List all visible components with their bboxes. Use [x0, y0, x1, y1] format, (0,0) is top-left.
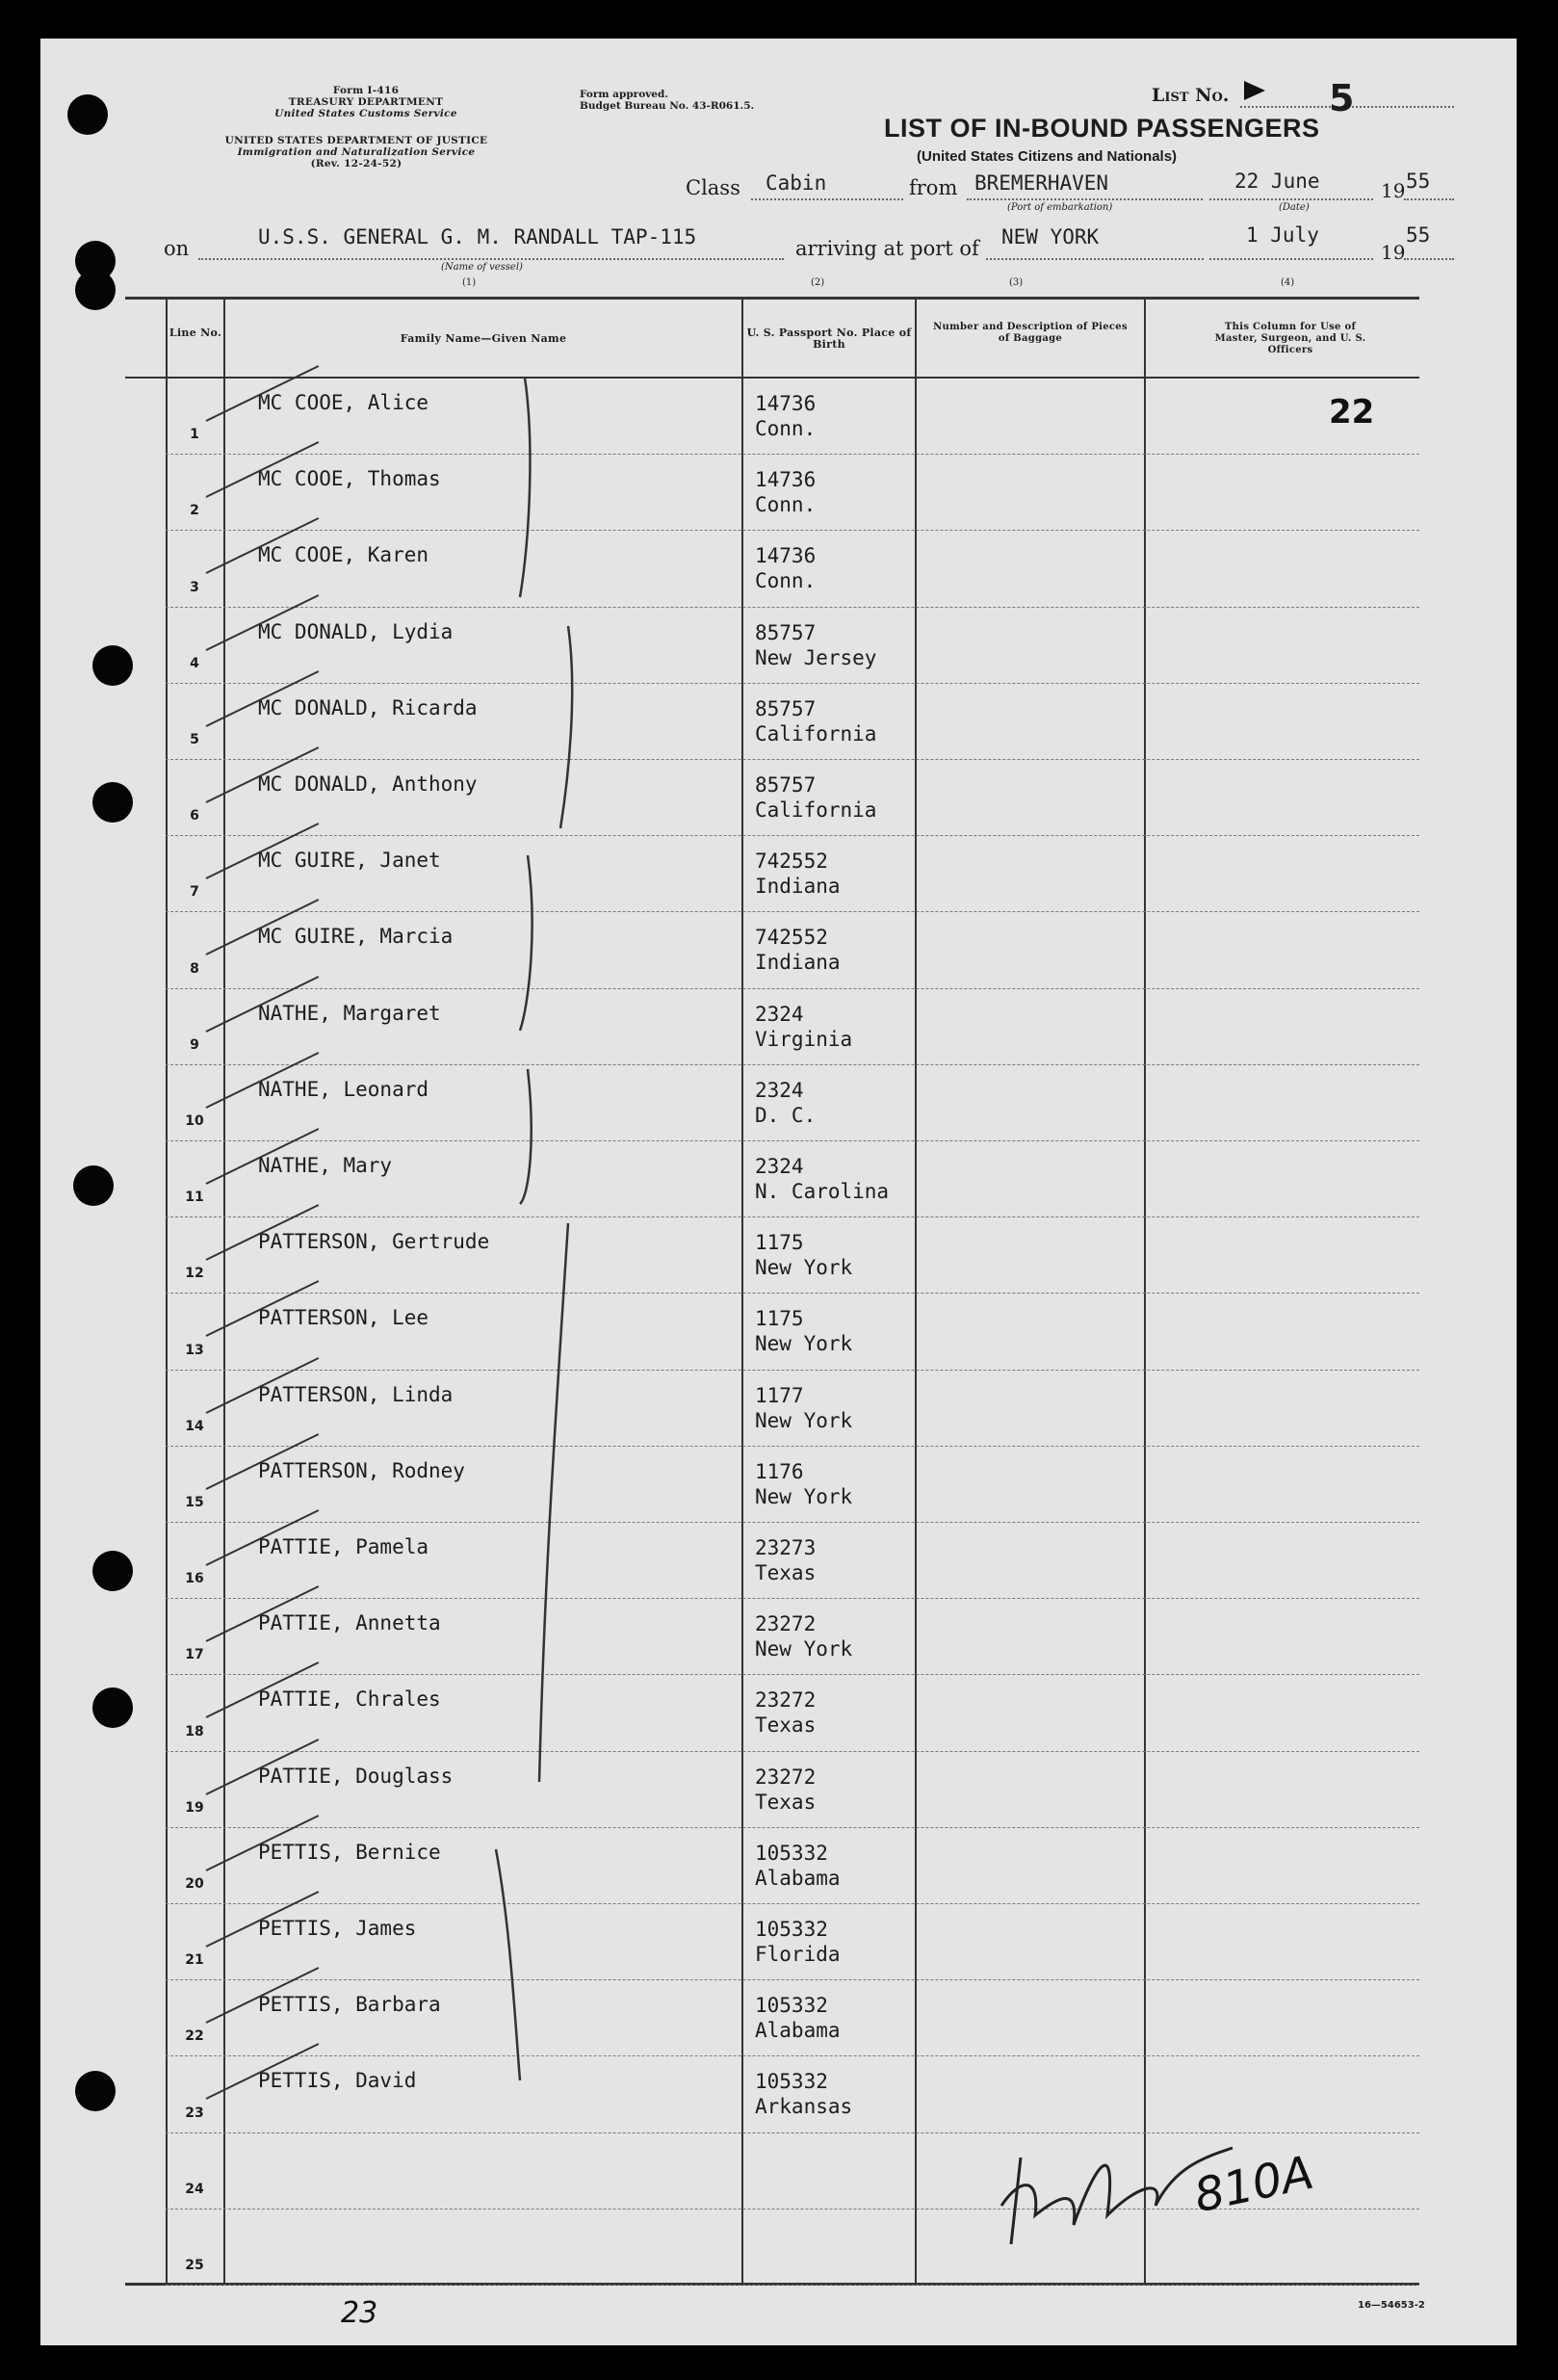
date-caption: (Date) — [1279, 202, 1310, 213]
passenger-name: PATTERSON, Linda — [258, 1383, 454, 1406]
line-number: 13 — [185, 1343, 204, 1358]
passenger-name: PATTERSON, Gertrude — [258, 1230, 490, 1253]
passport-number: 85757 — [755, 621, 817, 644]
passport-number: 105332 — [755, 1842, 828, 1865]
passport-number: 85757 — [755, 697, 817, 720]
line-number: 15 — [185, 1495, 204, 1510]
place-of-birth: Texas — [755, 1561, 817, 1584]
passport-number: 14736 — [755, 468, 817, 491]
line-number: 21 — [185, 1952, 204, 1968]
passenger-name: MC COOE, Thomas — [258, 467, 441, 490]
header-officers: This Column for Use of Master, Surgeon, and U. S. Officers — [1214, 322, 1366, 355]
line-number: 12 — [185, 1266, 204, 1281]
line-number: 14 — [185, 1419, 204, 1434]
header-line-no: Line No. — [169, 327, 222, 339]
budget-bureau: Budget Bureau No. 43-R061.5. — [580, 100, 755, 112]
passenger-name: MC COOE, Alice — [258, 391, 429, 414]
passport-number: 23273 — [755, 1536, 817, 1559]
line-number: 11 — [185, 1190, 204, 1205]
line-number: 7 — [190, 884, 199, 900]
port-of-embarkation: BREMERHAVEN — [974, 171, 1109, 195]
passport-number: 105332 — [755, 1994, 828, 2017]
col-num-2: (2) — [811, 277, 825, 288]
passport-number: 23272 — [755, 1765, 817, 1789]
passenger-name: PATTERSON, Lee — [258, 1306, 429, 1329]
passport-number: 105332 — [755, 2070, 828, 2093]
form-approved: Form approved. — [580, 89, 668, 100]
header-baggage: Number and Description of Pieces of Baggage — [933, 322, 1128, 344]
passenger-name: MC DONALD, Ricarda — [258, 696, 478, 719]
form-revision: (Rev. 12-24-52) — [310, 158, 402, 170]
col-num-1: (1) — [462, 277, 477, 288]
header-name: Family Name—Given Name — [400, 332, 567, 345]
place-of-birth: New York — [755, 1409, 853, 1432]
passport-number: 105332 — [755, 1918, 828, 1941]
line-number: 3 — [190, 580, 199, 595]
justice-department: UNITED STATES DEPARTMENT OF JUSTICE — [224, 135, 488, 146]
line-number: 10 — [185, 1113, 204, 1129]
list-no-label: List No. — [1152, 85, 1230, 106]
treasury-department: TREASURY DEPARTMENT — [288, 96, 444, 108]
place-of-birth: D. C. — [755, 1104, 817, 1127]
from-label: from — [909, 176, 958, 199]
passenger-name: PATTERSON, Rodney — [258, 1459, 465, 1482]
class-label: Class — [686, 176, 740, 199]
print-code: 16—54653-2 — [1358, 2300, 1425, 2311]
on-label: on — [164, 237, 190, 260]
form-title: LIST OF IN-BOUND PASSENGERS — [884, 114, 1320, 143]
passenger-name: MC DONALD, Anthony — [258, 772, 478, 796]
port-caption: (Port of embarkation) — [1007, 202, 1113, 213]
line-number: 25 — [185, 2258, 204, 2273]
passenger-name: PETTIS, James — [258, 1917, 417, 1940]
place-of-birth: Texas — [755, 1713, 817, 1737]
line-number: 24 — [185, 2182, 204, 2197]
place-of-birth: Arkansas — [755, 2095, 853, 2118]
passport-number: 742552 — [755, 926, 828, 949]
passenger-name: MC GUIRE, Marcia — [258, 925, 454, 948]
handwritten-total: 23 — [341, 2296, 378, 2330]
place-of-birth: New York — [755, 1332, 853, 1355]
vessel-caption: (Name of vessel) — [441, 262, 523, 273]
passport-number: 1175 — [755, 1307, 804, 1330]
place-of-birth: Conn. — [755, 417, 817, 440]
year1: 55 — [1406, 170, 1431, 193]
embarkation-date: 22 June — [1234, 170, 1320, 193]
arriving-label: arriving at port of — [795, 237, 979, 260]
arrival-port: NEW YORK — [1001, 225, 1100, 248]
line-number: 9 — [190, 1037, 199, 1053]
line-number: 17 — [185, 1647, 204, 1662]
place-of-birth: Conn. — [755, 493, 817, 516]
passport-number: 14736 — [755, 392, 817, 415]
line-number: 1 — [190, 427, 199, 442]
passport-number: 14736 — [755, 544, 817, 567]
passport-number: 1177 — [755, 1384, 804, 1407]
line-number: 2 — [190, 503, 199, 518]
line-number: 22 — [185, 2028, 204, 2044]
passport-number: 1176 — [755, 1460, 804, 1483]
place-of-birth: Texas — [755, 1791, 817, 1814]
form-number: Form I-416 — [332, 85, 400, 96]
place-of-birth: Alabama — [755, 1867, 841, 1890]
officer-initials: 810A — [1189, 2145, 1318, 2224]
place-of-birth: Indiana — [755, 875, 841, 898]
line-number: 8 — [190, 961, 199, 977]
passport-number: 1175 — [755, 1231, 804, 1254]
passport-number: 23272 — [755, 1612, 817, 1635]
passenger-name: NATHE, Margaret — [258, 1002, 441, 1025]
line-number: 20 — [185, 1876, 204, 1892]
place-of-birth: N. Carolina — [755, 1180, 890, 1203]
place-of-birth: New Jersey — [755, 646, 877, 669]
passenger-name: PETTIS, Barbara — [258, 1993, 441, 2016]
col-num-4: (4) — [1281, 277, 1295, 288]
passenger-name: PATTIE, Pamela — [258, 1535, 429, 1558]
list-number: 5 — [1329, 77, 1355, 119]
passport-number: 2324 — [755, 1079, 804, 1102]
passenger-name: MC COOE, Karen — [258, 543, 429, 566]
passenger-name: MC GUIRE, Janet — [258, 849, 441, 872]
line-number: 18 — [185, 1724, 204, 1739]
passenger-name: PATTIE, Annetta — [258, 1611, 441, 1635]
immigration-service: Immigration and Naturalization Service — [237, 146, 476, 158]
passport-number: 23272 — [755, 1688, 817, 1712]
passport-number: 2324 — [755, 1155, 804, 1178]
form-subtitle: (United States Citizens and Nationals) — [917, 148, 1178, 165]
handwritten-count: 22 — [1329, 393, 1375, 432]
place-of-birth: New York — [755, 1256, 853, 1279]
passenger-name: NATHE, Leonard — [258, 1078, 429, 1101]
place-of-birth: Conn. — [755, 569, 817, 592]
place-of-birth: California — [755, 722, 877, 745]
place-of-birth: Indiana — [755, 951, 841, 974]
passenger-name: PETTIS, Bernice — [258, 1841, 441, 1864]
year2: 55 — [1406, 223, 1431, 247]
passport-number: 742552 — [755, 850, 828, 873]
passenger-name: MC DONALD, Lydia — [258, 620, 454, 643]
vessel-name: U.S.S. GENERAL G. M. RANDALL TAP-115 — [258, 225, 697, 248]
line-number: 19 — [185, 1800, 204, 1816]
year1-prefix: 19 — [1381, 179, 1406, 202]
passenger-name: PETTIS, David — [258, 2069, 417, 2092]
place-of-birth: California — [755, 798, 877, 822]
line-number: 6 — [190, 808, 199, 824]
place-of-birth: New York — [755, 1637, 853, 1661]
class-value: Cabin — [766, 171, 827, 195]
line-number: 23 — [185, 2105, 204, 2121]
place-of-birth: Alabama — [755, 2019, 841, 2042]
passport-number: 2324 — [755, 1003, 804, 1026]
col-num-3: (3) — [1009, 277, 1024, 288]
line-number: 4 — [190, 656, 199, 671]
passenger-name: PATTIE, Douglass — [258, 1765, 454, 1788]
place-of-birth: New York — [755, 1485, 853, 1508]
passenger-name: PATTIE, Chrales — [258, 1687, 441, 1711]
line-number: 16 — [185, 1571, 204, 1586]
place-of-birth: Florida — [755, 1943, 841, 1966]
place-of-birth: Virginia — [755, 1028, 853, 1051]
year2-prefix: 19 — [1381, 241, 1406, 264]
header-passport: U. S. Passport No. Place of Birth — [746, 327, 912, 351]
passenger-name: NATHE, Mary — [258, 1154, 393, 1177]
passport-number: 85757 — [755, 773, 817, 797]
arrival-date: 1 July — [1246, 223, 1319, 247]
customs-service: United States Customs Service — [274, 108, 457, 119]
line-number: 5 — [190, 732, 199, 747]
